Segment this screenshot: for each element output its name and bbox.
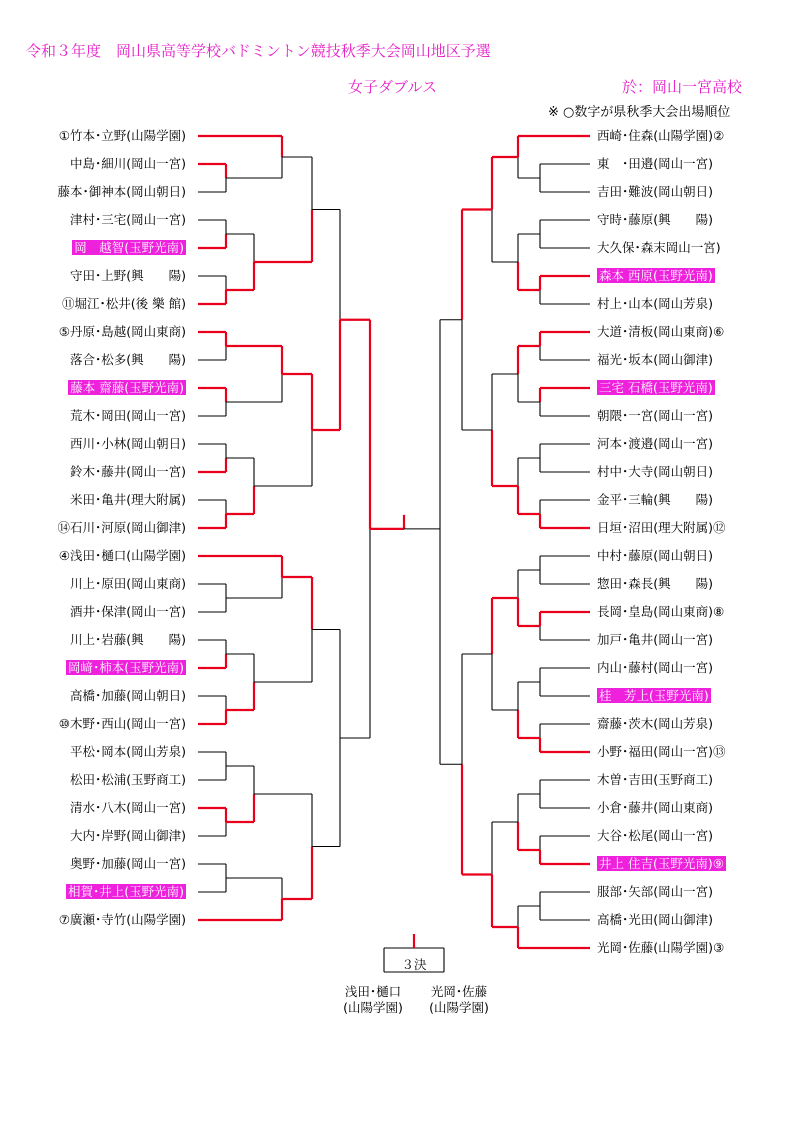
entry-name: 森本 西原(玉野光南)	[599, 268, 713, 283]
entry-name: 川上･岩藤(興 陽)	[69, 632, 186, 647]
entry-name: 光岡･佐藤(山陽学園)③	[597, 940, 725, 955]
entry-name: 津村･三宅(岡山一宮)	[69, 212, 186, 227]
entry-name: 東 ･田邉(岡山一宮)	[597, 156, 714, 171]
entry-name: 米田･亀井(理大附属)	[69, 492, 186, 507]
entry-name: 相賀･井上(玉野光南)	[67, 884, 184, 899]
left-entry	[16, 324, 186, 340]
entry-name: 村中･大寺(岡山朝日)	[597, 464, 714, 479]
third-place-left	[330, 984, 416, 1016]
entry-name: 服部･矢部(岡山一宮)	[597, 884, 714, 899]
left-entry	[16, 352, 186, 368]
left-entry	[16, 296, 186, 312]
entry-name: 朝隈･一宮(岡山一宮)	[597, 408, 714, 423]
tournament-title: 令和３年度 岡山県高等学校バドミントン競技秋季大会岡山地区予選	[26, 42, 491, 60]
right-entry	[597, 548, 713, 564]
entry-name: 大内･岸野(岡山御津)	[69, 828, 186, 843]
right-entry	[597, 744, 726, 760]
entry-name: 岡 越智(玉野光南)	[74, 240, 184, 255]
right-entry	[597, 184, 713, 200]
right-entry	[597, 800, 713, 816]
third-place-left-school: (山陽学園)	[343, 1000, 403, 1015]
right-entry	[597, 436, 713, 452]
entry-name: 中村･藤原(岡山朝日)	[597, 548, 714, 563]
third-place-right	[416, 984, 502, 1016]
entry-name: 小野･福田(岡山一宮)⑬	[597, 744, 726, 759]
entry-name: 日垣･沼田(理大附属)⑫	[597, 520, 726, 535]
right-entry	[597, 296, 713, 312]
right-entry	[597, 716, 713, 732]
right-entry	[597, 604, 724, 620]
entry-name: 小倉･藤井(岡山東商)	[597, 800, 714, 815]
left-entry	[16, 688, 186, 704]
right-entry	[597, 520, 726, 536]
left-entry	[16, 912, 186, 928]
entry-name: ⑭石川･河原(岡山御津)	[57, 520, 186, 535]
left-entry	[16, 492, 186, 508]
left-entry	[16, 184, 186, 200]
entry-name: 西川･小林(岡山朝日)	[69, 436, 186, 451]
right-entry	[597, 828, 713, 844]
entry-name: 松田･松浦(玉野商工)	[69, 772, 186, 787]
entry-name: ⑪堀江･松井(後 樂 館)	[62, 296, 186, 311]
right-entry	[597, 772, 713, 788]
left-entry	[16, 268, 186, 284]
right-entry	[597, 156, 713, 172]
entry-name: ⑤丹原･島越(岡山東商)	[58, 324, 186, 339]
entry-name: 守田･上野(興 陽)	[69, 268, 186, 283]
entry-name: 木曽･吉田(玉野商工)	[597, 772, 714, 787]
right-entry	[597, 632, 713, 648]
left-entry	[16, 856, 186, 872]
right-entry	[597, 688, 711, 704]
entry-name: 大道･清板(岡山東商)⑥	[597, 324, 725, 339]
venue: 於：岡山一宮高校	[622, 78, 743, 96]
entry-name: 吉田･難波(岡山朝日)	[597, 184, 714, 199]
left-entry	[16, 240, 186, 256]
entry-name: ①竹本･立野(山陽学園)	[58, 128, 186, 143]
third-place-label: ３決	[401, 957, 427, 972]
entry-name: 金平･三輪(興 陽)	[597, 492, 714, 507]
left-entry	[16, 212, 186, 228]
third-place-right-school: (山陽学園)	[429, 1000, 489, 1015]
right-entry	[597, 380, 715, 396]
left-entry	[16, 128, 186, 144]
right-entry	[597, 660, 713, 676]
right-entry	[597, 324, 724, 340]
entry-name: ⑦廣瀬･寺竹(山陽学園)	[58, 912, 186, 927]
right-entry	[597, 408, 713, 424]
left-entry	[16, 660, 186, 676]
right-entry	[597, 492, 713, 508]
right-entry	[597, 240, 721, 256]
right-entry	[597, 212, 713, 228]
event-name: 女子ダブルス	[348, 78, 437, 96]
entry-name: 大谷･松尾(岡山一宮)	[597, 828, 714, 843]
entry-name: 藤本 齋藤(玉野光南)	[70, 380, 184, 395]
left-entry	[16, 464, 186, 480]
right-entry	[597, 128, 724, 144]
entry-name: 守時･藤原(興 陽)	[597, 212, 714, 227]
left-entry	[16, 604, 186, 620]
left-entry	[16, 800, 186, 816]
entry-name: 大久保･森末岡山一宮)	[597, 240, 721, 255]
entry-name: 清水･八木(岡山一宮)	[69, 800, 186, 815]
right-entry	[597, 884, 713, 900]
left-entry	[16, 576, 186, 592]
left-entry	[16, 548, 186, 564]
entry-name: 中島･細川(岡山一宮)	[69, 156, 186, 171]
left-entry	[16, 884, 186, 900]
right-entry	[597, 856, 726, 872]
entry-name: 奥野･加藤(岡山一宮)	[69, 856, 186, 871]
entry-name: 井上 住吉(玉野光南)⑨	[599, 856, 724, 871]
entry-name: 川上･原田(岡山東商)	[69, 576, 186, 591]
entry-name: 平松･岡本(岡山芳泉)	[69, 744, 186, 759]
entry-name: 高橋･光田(岡山御津)	[597, 912, 714, 927]
third-place-left-pair: 浅田･樋口	[344, 984, 402, 999]
entry-name: 長岡･皇島(岡山東商)⑧	[597, 604, 725, 619]
entry-name: 荒木･岡田(岡山一宮)	[69, 408, 186, 423]
entry-name: 鈴木･藤井(岡山一宮)	[69, 464, 186, 479]
third-place-right-pair: 光岡･佐藤	[430, 984, 488, 999]
left-entry	[16, 716, 186, 732]
entry-name: 藤本･御神本(岡山朝日)	[57, 184, 186, 199]
right-entry	[597, 268, 715, 284]
left-entry	[16, 632, 186, 648]
right-entry	[597, 912, 713, 928]
left-entry	[16, 772, 186, 788]
entry-name: 村上･山本(岡山芳泉)	[597, 296, 714, 311]
left-entry	[16, 828, 186, 844]
seed-note: ※ ○数字が県秋季大会出場順位	[548, 105, 731, 120]
entry-name: ④浅田･樋口(山陽学園)	[58, 548, 186, 563]
left-entry	[16, 436, 186, 452]
entry-name: 内山･藤村(岡山一宮)	[597, 660, 714, 675]
entry-name: 西崎･住森(山陽学園)②	[597, 128, 725, 143]
right-entry	[597, 940, 724, 956]
left-entry	[16, 520, 186, 536]
right-entry	[597, 464, 713, 480]
entry-name: 加戸･亀井(岡山一宮)	[597, 632, 714, 647]
entry-name: 惣田･森長(興 陽)	[597, 576, 714, 591]
right-entry	[597, 352, 713, 368]
entry-name: 福光･坂本(岡山御津)	[597, 352, 714, 367]
left-entry	[16, 380, 186, 396]
left-entry	[16, 744, 186, 760]
entry-name: 桂 芳上(玉野光南)	[599, 688, 709, 703]
entry-name: 三宅 石橋(玉野光南)	[599, 380, 713, 395]
left-entry	[16, 408, 186, 424]
entry-name: 落合･松多(興 陽)	[69, 352, 186, 367]
entry-name: 齋藤･茨木(岡山芳泉)	[597, 716, 714, 731]
entry-name: 酒井･保津(岡山一宮)	[69, 604, 186, 619]
entry-name: 河本･渡邉(岡山一宮)	[597, 436, 714, 451]
entry-name: 高橋･加藤(岡山朝日)	[69, 688, 186, 703]
left-entry	[16, 156, 186, 172]
right-entry	[597, 576, 713, 592]
entry-name: 岡﨑･柿本(玉野光南)	[67, 660, 184, 675]
entry-name: ⑩木野･西山(岡山一宮)	[58, 716, 186, 731]
